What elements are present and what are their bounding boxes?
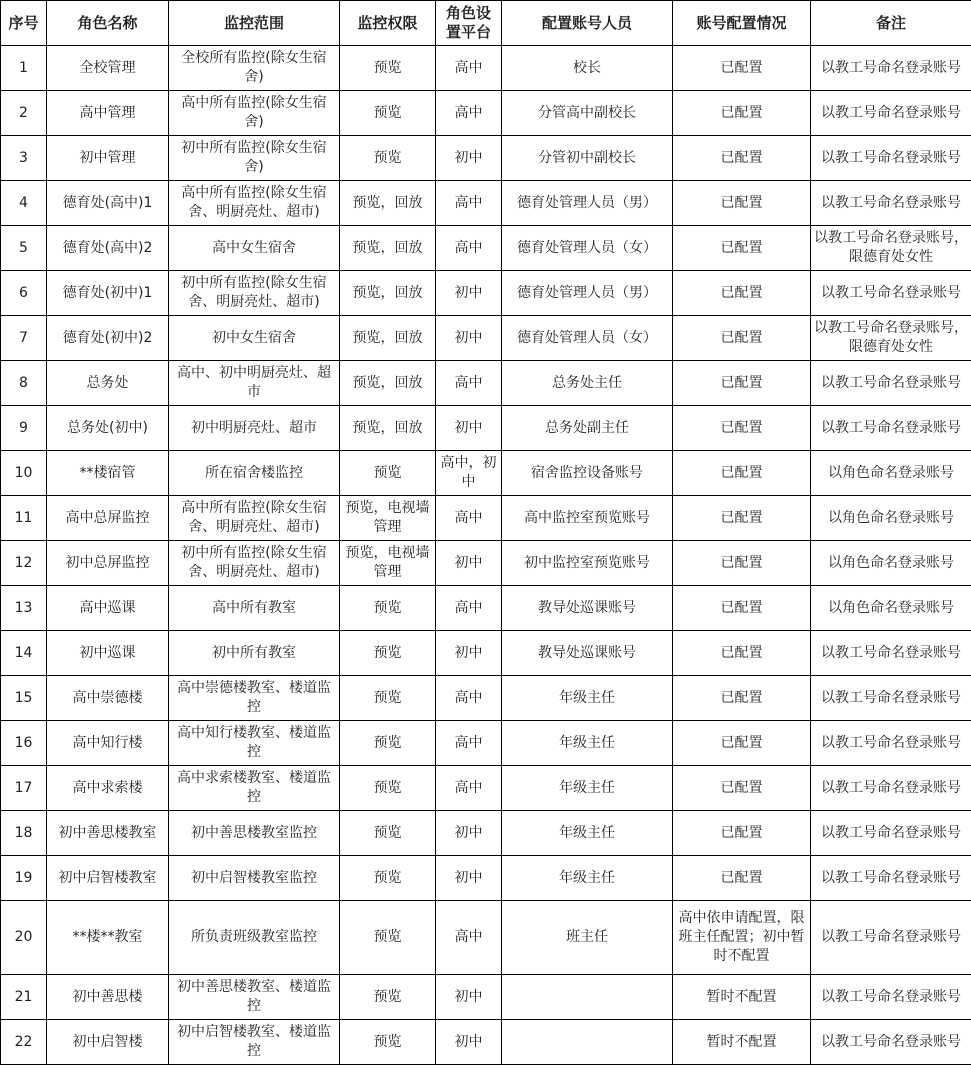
cell-monitor-scope: 高中崇德楼教室、楼道监控 [169, 676, 340, 721]
cell-permission: 预览 [340, 1020, 436, 1065]
cell-seq: 16 [1, 721, 47, 766]
header-permission: 监控权限 [340, 1, 436, 46]
cell-assigned-staff [502, 1020, 673, 1065]
header-monitor-scope: 监控范围 [169, 1, 340, 46]
cell-assigned-staff: 年级主任 [502, 811, 673, 856]
cell-monitor-scope: 初中所有监控(除女生宿舍、明厨亮灶、超市) [169, 271, 340, 316]
cell-assigned-staff: 德育处管理人员（女） [502, 316, 673, 361]
cell-assigned-staff: 分管初中副校长 [502, 136, 673, 181]
cell-remark: 以教工号命名登录账号 [811, 901, 971, 975]
cell-platform: 高中 [436, 46, 502, 91]
cell-assigned-staff: 高中监控室预览账号 [502, 496, 673, 541]
cell-monitor-scope: 全校所有监控(除女生宿舍) [169, 46, 340, 91]
cell-platform: 初中 [436, 975, 502, 1020]
table-row [1, 361, 971, 406]
cell-assigned-staff: 总务处主任 [502, 361, 673, 406]
cell-seq: 15 [1, 676, 47, 721]
cell-seq: 19 [1, 856, 47, 901]
cell-role-name: 全校管理 [47, 46, 169, 91]
cell-remark: 以角色命名登录账号 [811, 541, 971, 586]
cell-seq: 18 [1, 811, 47, 856]
cell-config-status: 已配置 [673, 676, 811, 721]
cell-monitor-scope: 初中所有监控(除女生宿舍) [169, 136, 340, 181]
cell-config-status: 已配置 [673, 496, 811, 541]
cell-remark: 以教工号命名登录账号 [811, 46, 971, 91]
cell-permission: 预览 [340, 46, 436, 91]
table-row [1, 181, 971, 226]
cell-assigned-staff: 教导处巡课账号 [502, 586, 673, 631]
header-platform: 角色设置平台 [436, 1, 502, 46]
cell-role-name: 总务处(初中) [47, 406, 169, 451]
cell-config-status: 暂时不配置 [673, 975, 811, 1020]
table-row [1, 136, 971, 181]
cell-remark: 以教工号命名登录账号，限德育处女性 [811, 316, 971, 361]
cell-assigned-staff: 校长 [502, 46, 673, 91]
cell-assigned-staff: 宿舍监控设备账号 [502, 451, 673, 496]
cell-role-name: **楼**教室 [47, 901, 169, 975]
cell-assigned-staff [502, 975, 673, 1020]
cell-monitor-scope: 所在宿舍楼监控 [169, 451, 340, 496]
cell-role-name: 初中管理 [47, 136, 169, 181]
cell-remark: 以教工号命名登录账号 [811, 406, 971, 451]
cell-platform: 初中 [436, 316, 502, 361]
cell-permission: 预览，回放 [340, 406, 436, 451]
table-row [1, 406, 971, 451]
cell-role-name: 德育处(高中)1 [47, 181, 169, 226]
cell-role-name: 高中崇德楼 [47, 676, 169, 721]
cell-config-status: 高中依申请配置，限班主任配置；初中暂时不配置 [673, 901, 811, 975]
cell-permission: 预览 [340, 901, 436, 975]
cell-config-status: 已配置 [673, 181, 811, 226]
cell-seq: 8 [1, 361, 47, 406]
cell-role-name: 高中求索楼 [47, 766, 169, 811]
table-row [1, 316, 971, 361]
cell-monitor-scope: 初中所有教室 [169, 631, 340, 676]
cell-monitor-scope: 初中所有监控(除女生宿舍、明厨亮灶、超市) [169, 541, 340, 586]
cell-monitor-scope: 高中女生宿舍 [169, 226, 340, 271]
cell-role-name: 初中启智楼 [47, 1020, 169, 1065]
cell-platform: 高中 [436, 676, 502, 721]
cell-monitor-scope: 初中善思楼教室、楼道监控 [169, 975, 340, 1020]
cell-remark: 以教工号命名登录账号 [811, 721, 971, 766]
table-row [1, 631, 971, 676]
cell-assigned-staff: 总务处副主任 [502, 406, 673, 451]
table-row [1, 541, 971, 586]
cell-seq: 2 [1, 91, 47, 136]
cell-permission: 预览，回放 [340, 271, 436, 316]
cell-remark: 以教工号命名登录账号 [811, 631, 971, 676]
cell-role-name: 初中启智楼教室 [47, 856, 169, 901]
cell-config-status: 已配置 [673, 136, 811, 181]
cell-assigned-staff: 分管高中副校长 [502, 91, 673, 136]
table-row [1, 271, 971, 316]
cell-platform: 初中 [436, 541, 502, 586]
header-config-status: 账号配置情况 [673, 1, 811, 46]
cell-platform: 高中，初中 [436, 451, 502, 496]
cell-assigned-staff: 德育处管理人员（男） [502, 181, 673, 226]
cell-monitor-scope: 高中知行楼教室、楼道监控 [169, 721, 340, 766]
cell-config-status: 已配置 [673, 541, 811, 586]
cell-role-name: 初中善思楼教室 [47, 811, 169, 856]
cell-config-status: 已配置 [673, 856, 811, 901]
cell-role-name: 初中总屏监控 [47, 541, 169, 586]
table-row [1, 46, 971, 91]
cell-seq: 11 [1, 496, 47, 541]
cell-remark: 以教工号命名登录账号 [811, 975, 971, 1020]
cell-assigned-staff: 年级主任 [502, 856, 673, 901]
cell-config-status: 已配置 [673, 451, 811, 496]
cell-config-status: 已配置 [673, 811, 811, 856]
cell-remark: 以角色命名登录账号 [811, 451, 971, 496]
cell-config-status: 已配置 [673, 226, 811, 271]
cell-remark: 以教工号命名登录账号 [811, 766, 971, 811]
cell-seq: 12 [1, 541, 47, 586]
cell-role-name: 德育处(高中)2 [47, 226, 169, 271]
cell-remark: 以角色命名登录账号 [811, 586, 971, 631]
cell-monitor-scope: 所负责班级教室监控 [169, 901, 340, 975]
cell-platform: 初中 [436, 1020, 502, 1065]
cell-platform: 高中 [436, 901, 502, 975]
cell-config-status: 已配置 [673, 91, 811, 136]
cell-permission: 预览，回放 [340, 361, 436, 406]
table-row [1, 451, 971, 496]
cell-permission: 预览 [340, 766, 436, 811]
cell-role-name: 德育处(初中)2 [47, 316, 169, 361]
cell-monitor-scope: 初中启智楼教室、楼道监控 [169, 1020, 340, 1065]
table-row [1, 91, 971, 136]
table-row [1, 496, 971, 541]
cell-seq: 20 [1, 901, 47, 975]
cell-monitor-scope: 初中启智楼教室监控 [169, 856, 340, 901]
cell-permission: 预览，回放 [340, 226, 436, 271]
cell-assigned-staff: 年级主任 [502, 676, 673, 721]
cell-assigned-staff: 班主任 [502, 901, 673, 975]
cell-remark: 以教工号命名登录账号 [811, 361, 971, 406]
cell-assigned-staff: 年级主任 [502, 721, 673, 766]
cell-remark: 以教工号命名登录账号 [811, 676, 971, 721]
table-row [1, 226, 971, 271]
cell-permission: 预览 [340, 451, 436, 496]
cell-monitor-scope: 高中所有教室 [169, 586, 340, 631]
cell-seq: 1 [1, 46, 47, 91]
table-row [1, 1020, 971, 1065]
header-assigned-staff: 配置账号人员 [502, 1, 673, 46]
cell-remark: 以教工号命名登录账号 [811, 811, 971, 856]
cell-permission: 预览 [340, 586, 436, 631]
cell-platform: 初中 [436, 856, 502, 901]
cell-role-name: 总务处 [47, 361, 169, 406]
cell-remark: 以教工号命名登录账号 [811, 91, 971, 136]
header-seq: 序号 [1, 1, 47, 46]
cell-permission: 预览 [340, 631, 436, 676]
table-row [1, 811, 971, 856]
cell-permission: 预览 [340, 811, 436, 856]
cell-config-status: 已配置 [673, 316, 811, 361]
cell-role-name: 德育处(初中)1 [47, 271, 169, 316]
cell-seq: 10 [1, 451, 47, 496]
cell-platform: 初中 [436, 811, 502, 856]
cell-monitor-scope: 初中善思楼教室监控 [169, 811, 340, 856]
cell-assigned-staff: 教导处巡课账号 [502, 631, 673, 676]
cell-permission: 预览，回放 [340, 316, 436, 361]
cell-permission: 预览 [340, 975, 436, 1020]
cell-assigned-staff: 年级主任 [502, 766, 673, 811]
cell-platform: 初中 [436, 406, 502, 451]
cell-role-name: 初中善思楼 [47, 975, 169, 1020]
cell-config-status: 已配置 [673, 586, 811, 631]
cell-seq: 21 [1, 975, 47, 1020]
cell-seq: 5 [1, 226, 47, 271]
cell-assigned-staff: 初中监控室预览账号 [502, 541, 673, 586]
cell-monitor-scope: 高中所有监控(除女生宿舍、明厨亮灶、超市) [169, 496, 340, 541]
cell-role-name: **楼宿管 [47, 451, 169, 496]
cell-platform: 初中 [436, 631, 502, 676]
cell-platform: 初中 [436, 136, 502, 181]
table-row [1, 856, 971, 901]
cell-remark: 以教工号命名登录账号 [811, 136, 971, 181]
table-row [1, 901, 971, 975]
cell-remark: 以教工号命名登录账号 [811, 856, 971, 901]
cell-config-status: 已配置 [673, 766, 811, 811]
cell-seq: 7 [1, 316, 47, 361]
cell-platform: 高中 [436, 496, 502, 541]
cell-permission: 预览，电视墙管理 [340, 541, 436, 586]
cell-remark: 以教工号命名登录账号 [811, 271, 971, 316]
cell-remark: 以教工号命名登录账号 [811, 181, 971, 226]
cell-permission: 预览 [340, 136, 436, 181]
cell-seq: 17 [1, 766, 47, 811]
cell-remark: 以教工号命名登录账号，限德育处女性 [811, 226, 971, 271]
cell-permission: 预览 [340, 91, 436, 136]
cell-monitor-scope: 初中明厨亮灶、超市 [169, 406, 340, 451]
header-remark: 备注 [811, 1, 971, 46]
cell-monitor-scope: 初中女生宿舍 [169, 316, 340, 361]
cell-permission: 预览，回放 [340, 181, 436, 226]
cell-role-name: 高中知行楼 [47, 721, 169, 766]
cell-role-name: 初中巡课 [47, 631, 169, 676]
table-row [1, 766, 971, 811]
cell-seq: 9 [1, 406, 47, 451]
header-row [1, 1, 971, 46]
cell-seq: 13 [1, 586, 47, 631]
cell-permission: 预览，电视墙管理 [340, 496, 436, 541]
table-row [1, 975, 971, 1020]
header-role-name: 角色名称 [47, 1, 169, 46]
cell-config-status: 暂时不配置 [673, 1020, 811, 1065]
cell-assigned-staff: 德育处管理人员（女） [502, 226, 673, 271]
cell-platform: 高中 [436, 226, 502, 271]
table-row [1, 586, 971, 631]
cell-seq: 14 [1, 631, 47, 676]
cell-platform: 初中 [436, 271, 502, 316]
table-row [1, 676, 971, 721]
cell-permission: 预览 [340, 856, 436, 901]
cell-role-name: 高中管理 [47, 91, 169, 136]
cell-seq: 3 [1, 136, 47, 181]
cell-role-name: 高中总屏监控 [47, 496, 169, 541]
cell-remark: 以教工号命名登录账号 [811, 1020, 971, 1065]
cell-seq: 6 [1, 271, 47, 316]
cell-seq: 4 [1, 181, 47, 226]
cell-permission: 预览 [340, 721, 436, 766]
cell-platform: 高中 [436, 766, 502, 811]
cell-config-status: 已配置 [673, 361, 811, 406]
cell-config-status: 已配置 [673, 271, 811, 316]
cell-permission: 预览 [340, 676, 436, 721]
table-body [1, 46, 971, 1065]
cell-config-status: 已配置 [673, 721, 811, 766]
cell-role-name: 高中巡课 [47, 586, 169, 631]
cell-seq: 22 [1, 1020, 47, 1065]
cell-config-status: 已配置 [673, 46, 811, 91]
cell-monitor-scope: 高中求索楼教室、楼道监控 [169, 766, 340, 811]
cell-platform: 高中 [436, 181, 502, 226]
cell-monitor-scope: 高中、初中明厨亮灶、超市 [169, 361, 340, 406]
cell-platform: 高中 [436, 91, 502, 136]
cell-platform: 高中 [436, 361, 502, 406]
cell-platform: 高中 [436, 586, 502, 631]
cell-monitor-scope: 高中所有监控(除女生宿舍) [169, 91, 340, 136]
cell-config-status: 已配置 [673, 406, 811, 451]
cell-monitor-scope: 高中所有监控(除女生宿舍、明厨亮灶、超市) [169, 181, 340, 226]
table-row [1, 721, 971, 766]
cell-remark: 以角色命名登录账号 [811, 496, 971, 541]
cell-assigned-staff: 德育处管理人员（男） [502, 271, 673, 316]
cell-config-status: 已配置 [673, 631, 811, 676]
cell-platform: 高中 [436, 721, 502, 766]
